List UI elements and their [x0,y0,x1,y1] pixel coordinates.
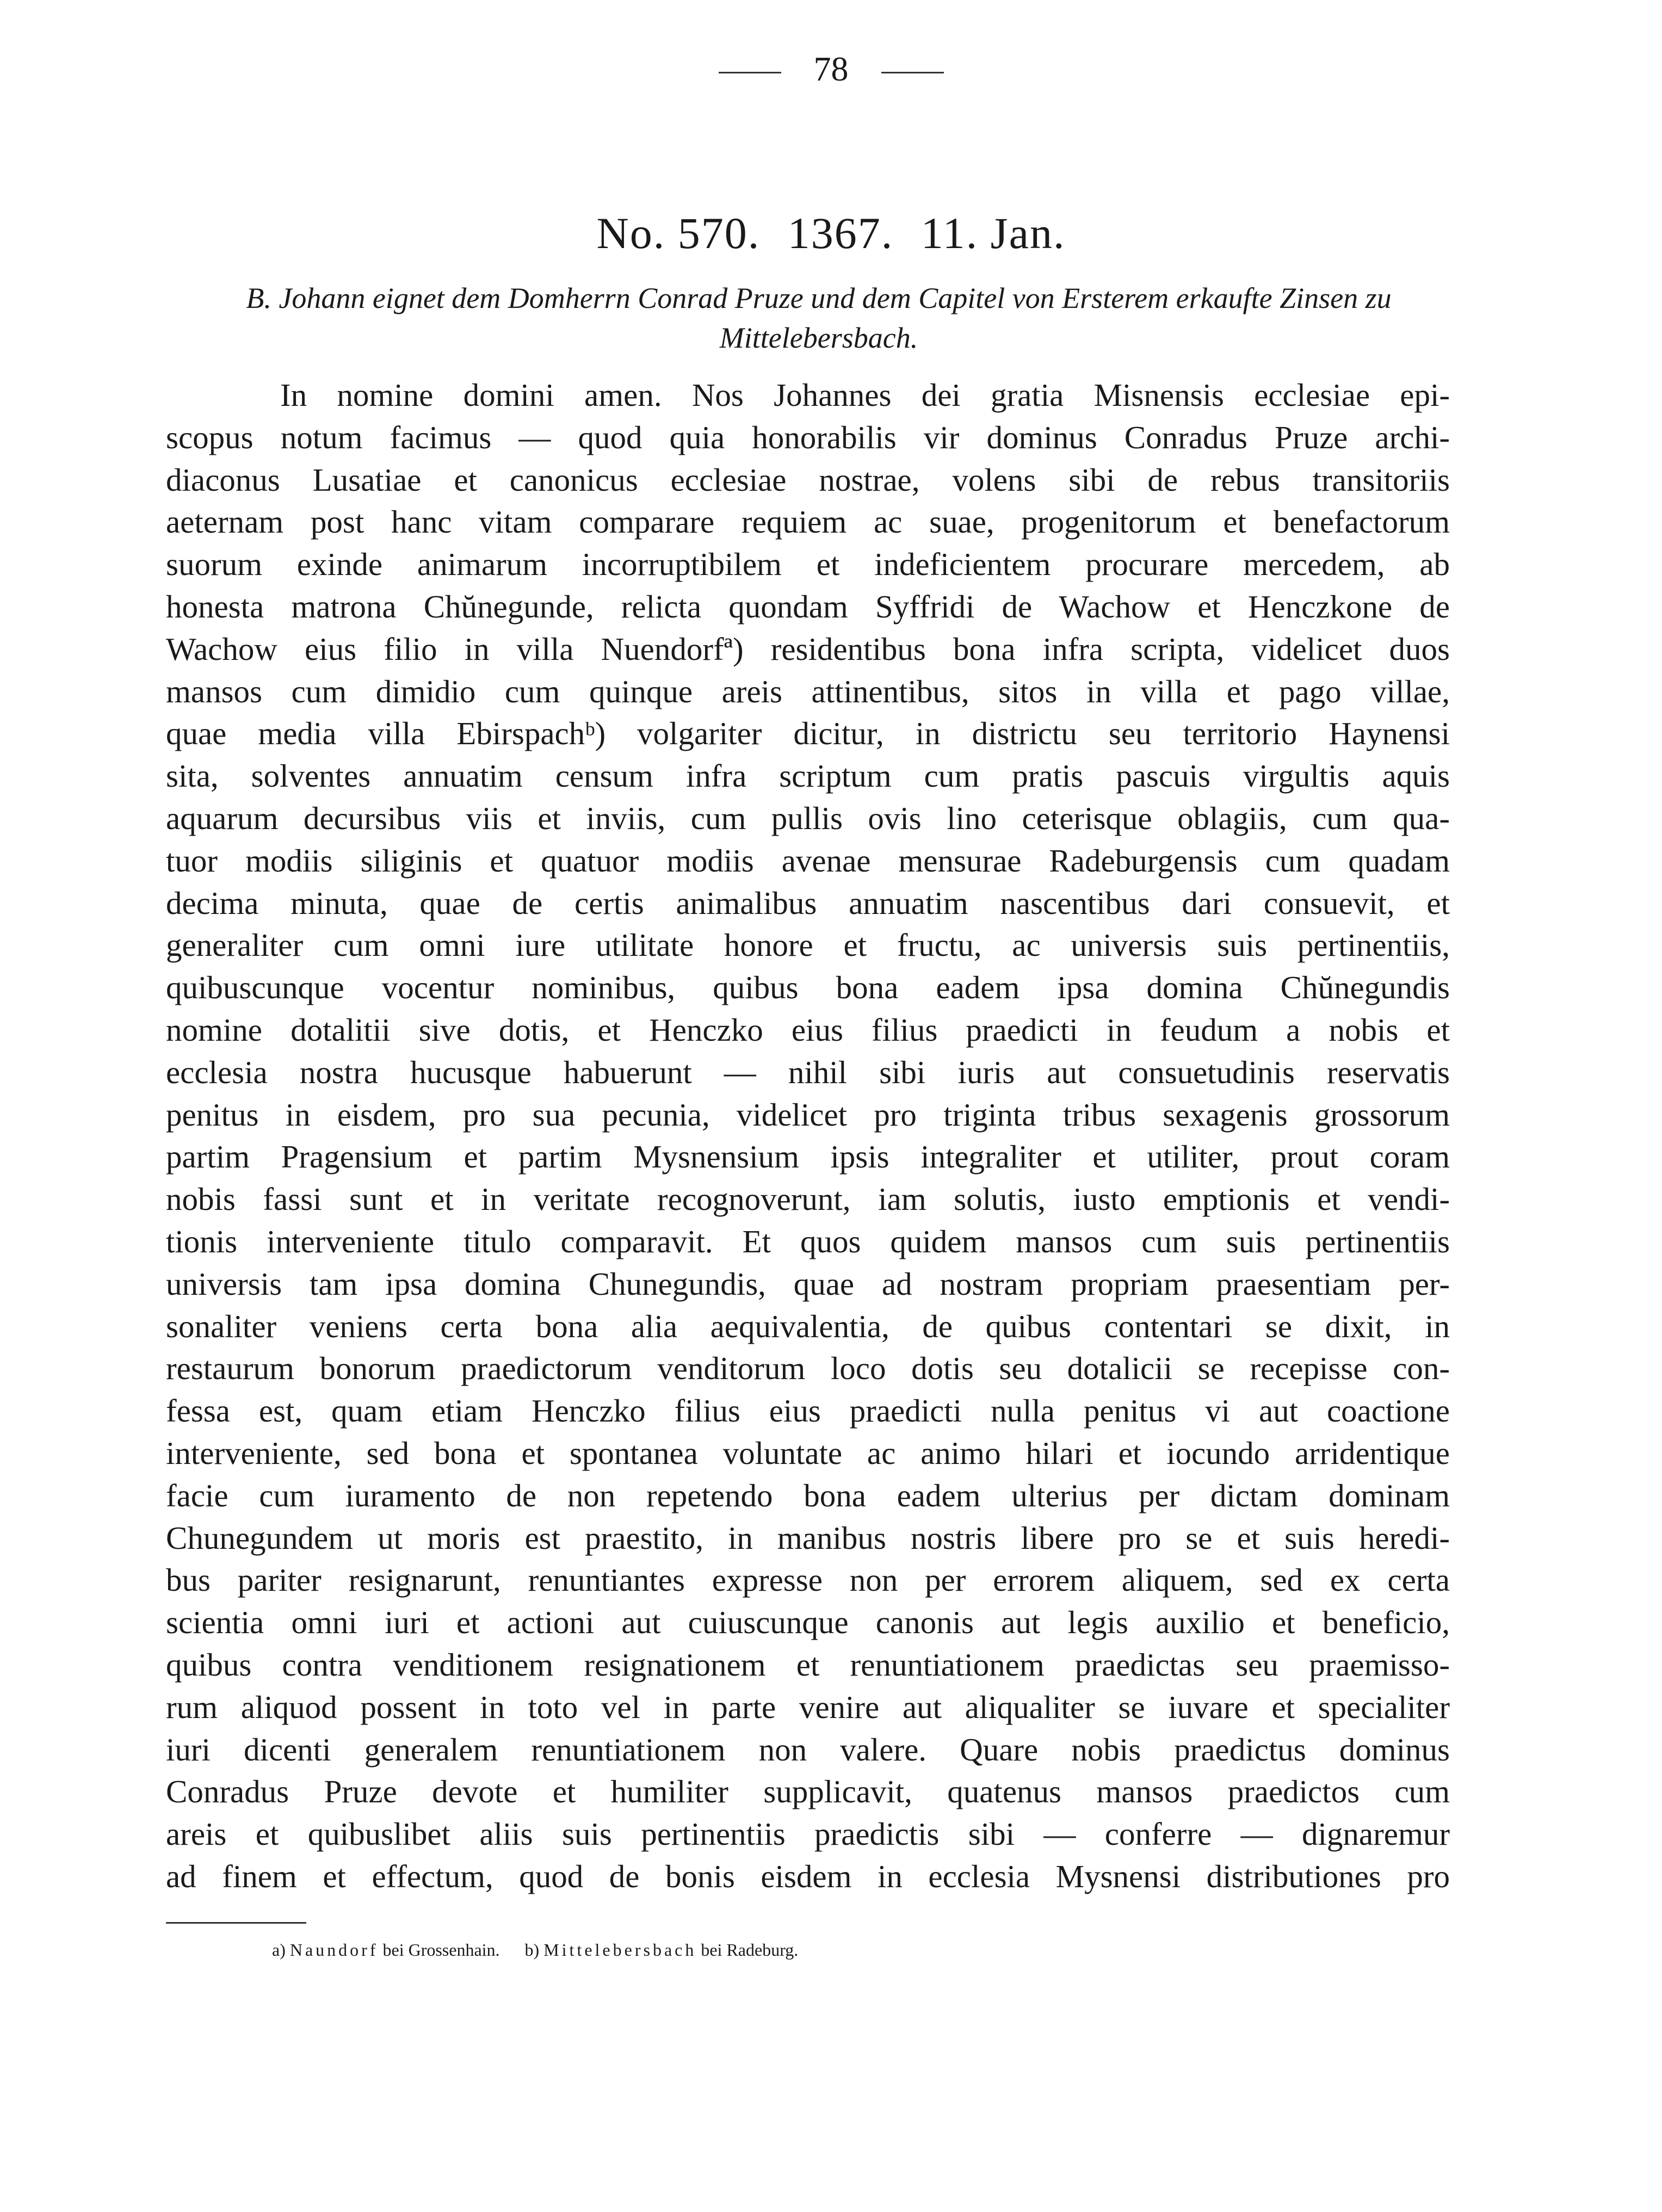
body-line: tionis interveniente titulo comparavit. Et quos quidem mansos cum suis pertinentiis [166,1223,1450,1259]
document-year: 1367. [787,208,894,258]
body-line: rum aliquod possent in toto vel in parte venire aut aliqualiter se iuvare et specialiter [166,1689,1450,1725]
footnote-text: bei Radeburg. [701,1940,799,1960]
body-line: decima minuta, quae de certis animalibus annuatim nascentibus dari consuevit, et [166,885,1450,921]
body-text [166,374,1450,1898]
body-line: aquarum decursibus viis et inviis, cum pullis ovis lino ceterisque oblagiis, cum qua- [166,800,1450,836]
footnote-b [521,1940,799,1960]
body-line: mansos cum dimidio cum quinque areis attinentibus, sitos in villa et pago villae, [166,673,1450,709]
body-line: nomine dotalitii sive dotis, et Henczko eius filius praedicti in feudum a nobis et [166,1011,1450,1048]
header-rule-right [881,72,944,73]
body-line: quae media villa Ebirspachᵇ) volgariter dicitur, in districtu seu territorio Haynensi [166,715,1450,752]
document-date: 11. Jan. [920,208,1066,258]
page-header [0,52,1662,86]
body-line: iuri dicenti generalem renuntiationem non valere. Quare nobis praedictus dominus [166,1731,1450,1768]
body-line: universis tam ipsa domina Chunegundis, quae ad nostram propriam praesentiam per- [166,1265,1450,1302]
body-line: fessa est, quam etiam Henczko filius eius praedicti nulla penitus vi aut coactione [166,1393,1450,1429]
footnotes [272,1941,798,1958]
footnote-place: Naundorf [289,1940,379,1960]
body-line: bus pariter resignarunt, renuntiantes expresse non per errorem aliquem, sed ex certa [166,1562,1450,1598]
body-line: penitus in eisdem, pro sua pecunia, videlicet pro triginta tribus sexagenis grossorum [166,1096,1450,1133]
footnote-rule [166,1922,306,1924]
footnote-marker: a) [272,1940,286,1960]
body-line: ecclesia nostra hucusque habuerunt — nihil sibi iuris aut consuetudinis reservatis [166,1054,1450,1090]
header-rule-left [719,72,781,73]
body-line: scopus notum facimus — quod quia honorabilis vir dominus Conradus Pruze archi- [166,419,1450,455]
body-line: partim Pragensium et partim Mysnensium ipsis integraliter et utiliter, prout coram [166,1139,1450,1175]
body-line: generaliter cum omni iure utilitate honore et fructu, ac universis suis pertinentiis, [166,927,1450,963]
document-number: No. 570. [596,208,761,258]
body-line: Chunegundem ut moris est praestito, in manibus nostris libere pro se et suis heredi- [166,1519,1450,1556]
body-line: tuor modiis siliginis et quatuor modiis avenae mensurae Radeburgensis cum quadam [166,842,1450,879]
footnote-marker: b) [524,1940,540,1960]
body-line: facie cum iuramento de non repetendo bona eadem ulterius per dictam dominam [166,1477,1450,1513]
body-line: sonaliter veniens certa bona alia aequivalentia, de quibus contentari se dixit, in [166,1308,1450,1344]
body-line: areis et quibuslibet aliis suis pertinentiis praedictis sibi — conferre — dignaremur [166,1816,1450,1852]
page-number: 78 [813,50,849,88]
body-line: scientia omni iuri et actioni aut cuiuscunque canonis aut legis auxilio et beneficio, [166,1604,1450,1641]
footnote-text: bei Grossenhain. [382,1940,500,1960]
body-line: quibuscunque vocentur nominibus, quibus bona eadem ipsa domina Chŭnegundis [166,969,1450,1006]
footnote-place: Mittelebersbach [543,1940,697,1960]
body-line: sita, solventes annuatim censum infra scriptum cum pratis pascuis virgultis aquis [166,758,1450,794]
document-summary: B. Johann eignet dem Domherrn Conrad Pruze und dem Capitel von Ersterem erkaufte Zinsen zu Mittelebersbach. [246,282,1392,354]
body-line: honesta matrona Chŭnegunde, relicta quondam Syffridi de Wachow et Henczkone de [166,588,1450,625]
body-line: aeternam post hanc vitam comparare requiem ac suae, progenitorum et benefactorum [166,504,1450,540]
footnote-a [272,1940,504,1960]
body-line: In nomine domini amen. Nos Johannes dei gratia Misnensis ecclesiae epi- [280,377,1450,413]
body-line: quibus contra venditionem resignationem et renuntiationem praedictas seu praemisso- [166,1646,1450,1683]
body-line: Conradus Pruze devote et humiliter supplicavit, quatenus mansos praedictos cum [166,1774,1450,1810]
body-line: restaurum bonorum praedictorum venditorum loco dotis seu dotalicii se recepisse con- [166,1350,1450,1387]
document-heading [0,208,1662,258]
body-line: ad finem et effectum, quod de bonis eisdem in ecclesia Mysnensi distributiones pro [166,1858,1450,1894]
body-line: suorum exinde animarum incorruptibilem et indeficientem procurare mercedem, ab [166,546,1450,583]
body-line: diaconus Lusatiae et canonicus ecclesiae nostrae, volens sibi de rebus transitoriis [166,461,1450,498]
body-line: interveniente, sed bona et spontanea voluntate ac animo hilari et iocundo arridentique [166,1435,1450,1471]
body-line: nobis fassi sunt et in veritate recognoverunt, iam solutis, iusto emptionis et vendi- [166,1181,1450,1218]
body-line: Wachow eius filio in villa Nuendorfª) residentibus bona infra scripta, videlicet duos [166,631,1450,667]
